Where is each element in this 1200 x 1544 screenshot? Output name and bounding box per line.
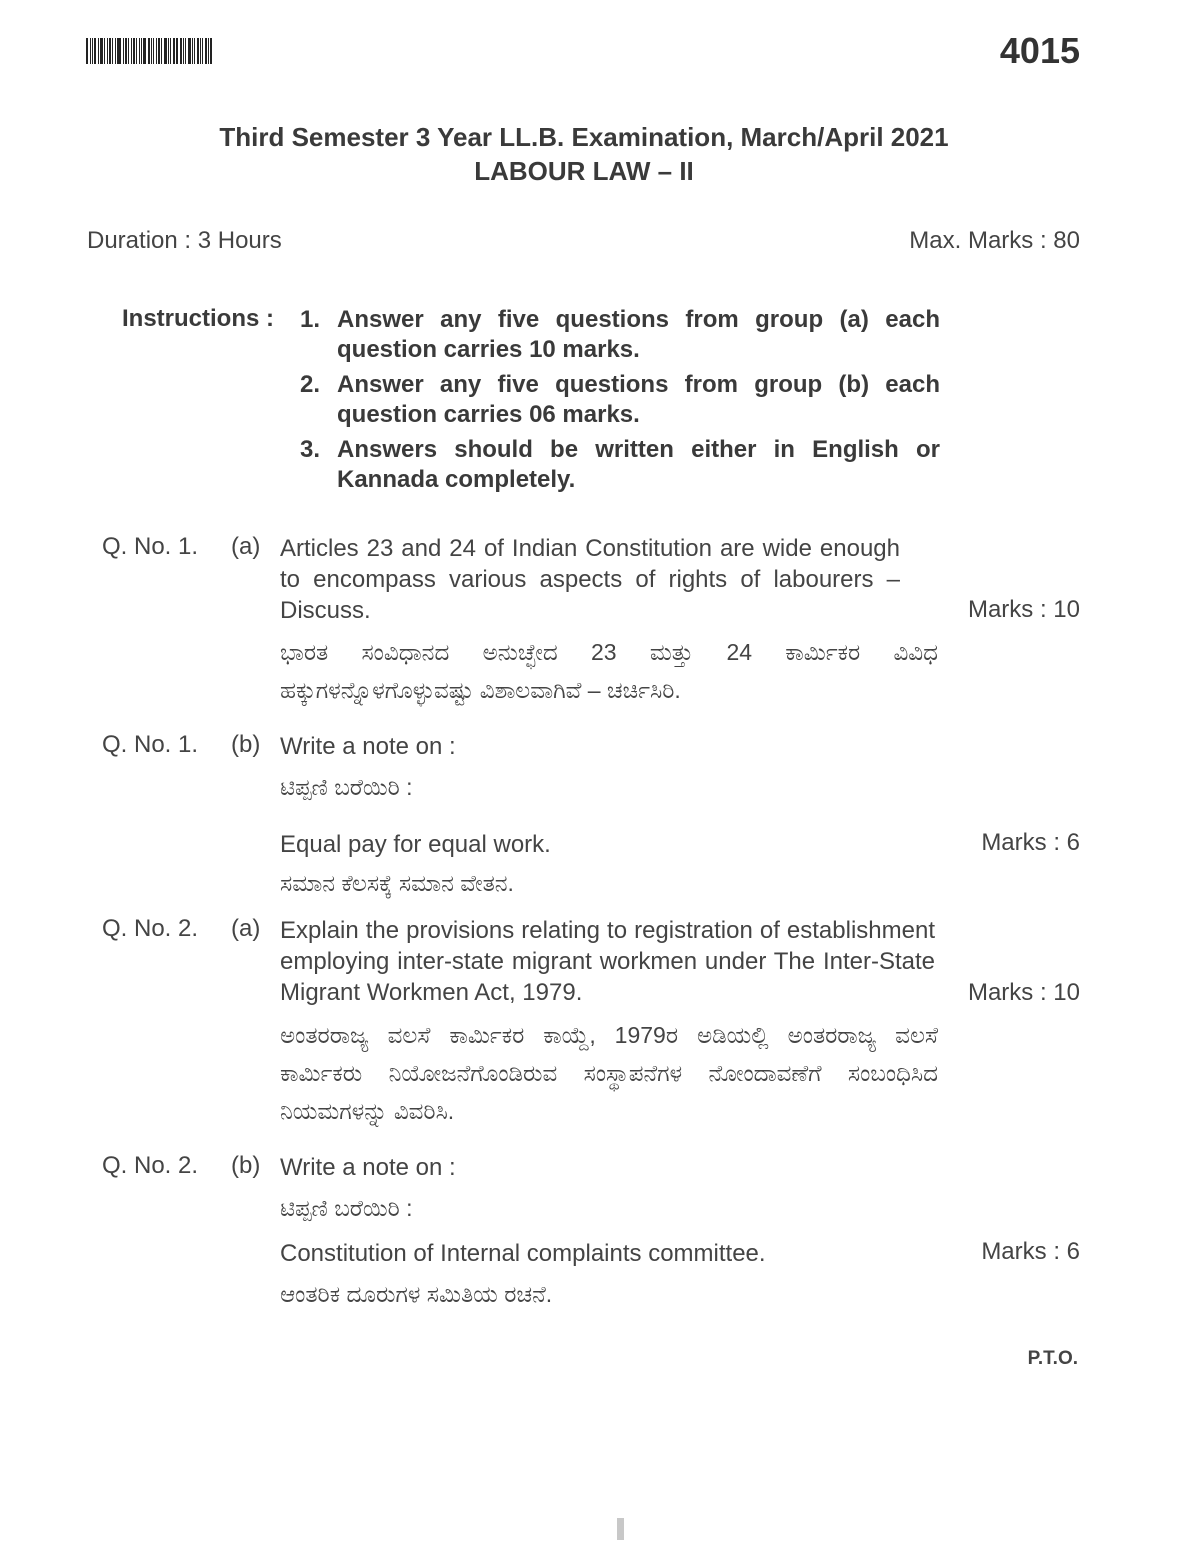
barcode-bar <box>112 38 113 64</box>
barcode-bar <box>202 38 203 64</box>
question-label: Q. No. 1. <box>102 731 199 758</box>
barcode-bar <box>128 38 129 64</box>
question-label: Q. No. 2. <box>102 1152 199 1179</box>
barcode-bar <box>90 38 91 64</box>
barcode-bar <box>139 38 140 64</box>
barcode-bar <box>109 38 111 64</box>
max-marks: Max. Marks : 80 <box>909 227 1080 254</box>
question-text-english: Equal pay for equal work. <box>280 831 551 858</box>
barcode-bar <box>161 38 162 64</box>
barcode-bar <box>185 38 186 64</box>
barcode-bar <box>156 38 157 64</box>
question-text-kannada: ಆಂತರಿಕ ದೂರುಗಳ ಸಮಿತಿಯ ರಚನೆ. <box>280 1281 553 1307</box>
instruction-item <box>300 370 940 430</box>
question-text-kannada: ಸಮಾನ ಕೆಲಸಕ್ಕೆ ಸಮಾನ ವೇತನ. <box>280 870 514 896</box>
barcode-bar <box>117 38 118 64</box>
barcode-bar <box>176 38 177 64</box>
question-text-english: Articles 23 and 24 of Indian Constitution are wide enough to encompass various aspects of rights of labourers – Discuss. <box>280 535 900 624</box>
barcode-bar <box>188 38 191 64</box>
barcode-bar <box>104 38 105 64</box>
barcode-bar <box>94 38 96 64</box>
instruction-text: Answers should be written either in English or Kannada completely. <box>337 436 940 493</box>
barcode-bar <box>168 38 169 64</box>
barcode-bar <box>107 38 108 64</box>
question-marks: Marks : 6 <box>981 829 1080 856</box>
barcode-bar <box>125 38 127 64</box>
barcode-bar <box>208 38 209 64</box>
paper-code: 4015 <box>999 30 1080 71</box>
question-intro-english: Write a note on : <box>280 1154 456 1181</box>
question-intro-english: Write a note on : <box>280 733 456 760</box>
question-part: (b) <box>231 731 261 758</box>
barcode-bar <box>131 38 132 64</box>
subject-title: LABOUR LAW – II <box>474 156 694 186</box>
barcode-bar <box>200 38 201 64</box>
question-text-kannada: ಭಾರತ ಸಂವಿಧಾನದ ಅನುಚ್ಛೇದ 23 ಮತ್ತು 24 ಕಾರ್ಮಿಕರ ವಿವಿಧ ಹಕ್ಕುಗಳನ್ನೊಳಗೊಳ್ಳುವಷ್ಟು ವಿಶಾಲವಾಗಿವೆ – ಚರ್ಚಿಸಿರಿ. <box>280 639 938 703</box>
barcode-bar <box>194 38 195 64</box>
question-label: Q. No. 1. <box>102 533 199 560</box>
question-marks: Marks : 10 <box>967 596 1080 623</box>
question-label: Q. No. 2. <box>102 915 199 942</box>
barcode-bar <box>158 38 160 64</box>
duration: Duration : 3 Hours <box>87 227 282 254</box>
barcode-bar <box>151 38 152 64</box>
barcode-bar <box>183 38 184 64</box>
barcode-bar <box>192 38 193 64</box>
question-part: (b) <box>231 1152 261 1179</box>
instruction-number: 3. <box>300 436 321 463</box>
barcode-bar <box>86 38 88 64</box>
barcode-bar <box>148 38 150 64</box>
barcode-bar <box>170 38 171 64</box>
barcode-bar <box>173 38 175 64</box>
barcode-bar <box>123 38 124 64</box>
instruction-item <box>300 435 940 495</box>
exam-title: Third Semester 3 Year LL.B. Examination, March/April 2021 <box>219 122 949 152</box>
barcode-bar <box>92 38 93 64</box>
barcode-bar <box>180 38 182 64</box>
barcode-bar <box>100 38 103 64</box>
barcode-bar <box>143 38 146 64</box>
instruction-item <box>300 305 940 365</box>
question-intro-kannada: ಟಿಪ್ಪಣಿ ಬರೆಯಿರಿ : <box>280 1195 413 1221</box>
instructions-label: Instructions : <box>122 305 275 332</box>
instruction-text: Answer any five questions from group (a) each question carries 10 marks. <box>337 306 940 363</box>
scan-mark <box>617 1518 624 1540</box>
question-part: (a) <box>231 533 261 560</box>
barcode-bar <box>177 38 178 64</box>
barcode-bar <box>118 38 121 64</box>
barcode-bar <box>141 38 142 64</box>
barcode-bar <box>153 38 154 64</box>
question-part: (a) <box>231 915 261 942</box>
instruction-text: Answer any five questions from group (b) each question carries 06 marks. <box>337 371 940 428</box>
barcode-bar <box>133 38 135 64</box>
question-text-english: Explain the provisions relating to registration of establishment employing inter-state migrant workmen under The Inter-State Migrant Workmen Act, 1979. <box>280 917 935 1006</box>
question-marks: Marks : 6 <box>981 1238 1080 1265</box>
instruction-number: 1. <box>300 306 321 333</box>
question-intro-kannada: ಟಿಪ್ಪಣಿ ಬರೆಯಿರಿ : <box>280 774 413 800</box>
barcode-bar <box>136 38 137 64</box>
question-marks: Marks : 10 <box>967 979 1080 1006</box>
barcode-icon <box>86 38 214 64</box>
question-text-english: Constitution of Internal complaints committee. <box>280 1240 766 1267</box>
barcode-bar <box>210 38 212 64</box>
barcode-bar <box>197 38 199 64</box>
barcode-bar <box>98 38 99 64</box>
question-text-kannada: ಅಂತರರಾಜ್ಯ ವಲಸೆ ಕಾರ್ಮಿಕರ ಕಾಯ್ದೆ, 1979ರ ಅಡಿಯಲ್ಲಿ ಅಂತರರಾಜ್ಯ ವಲಸೆ ಕಾರ್ಮಿಕರು ನಿಯೋಜನೆಗೊಂಡಿರುವ ಸಂಸ್ಥಾಪನೆಗಳ ನೋಂದಾವಣೆಗೆ ಸಂಬಂಧಿಸಿದ ನಿಯಮಗಳನ್ನು ವಿವರಿಸಿ. <box>280 1022 938 1124</box>
barcode-bar <box>205 38 207 64</box>
barcode-bar <box>115 38 116 64</box>
instruction-number: 2. <box>300 371 321 398</box>
pto-label: P.T.O. <box>1027 1348 1078 1369</box>
barcode-bar <box>164 38 167 64</box>
